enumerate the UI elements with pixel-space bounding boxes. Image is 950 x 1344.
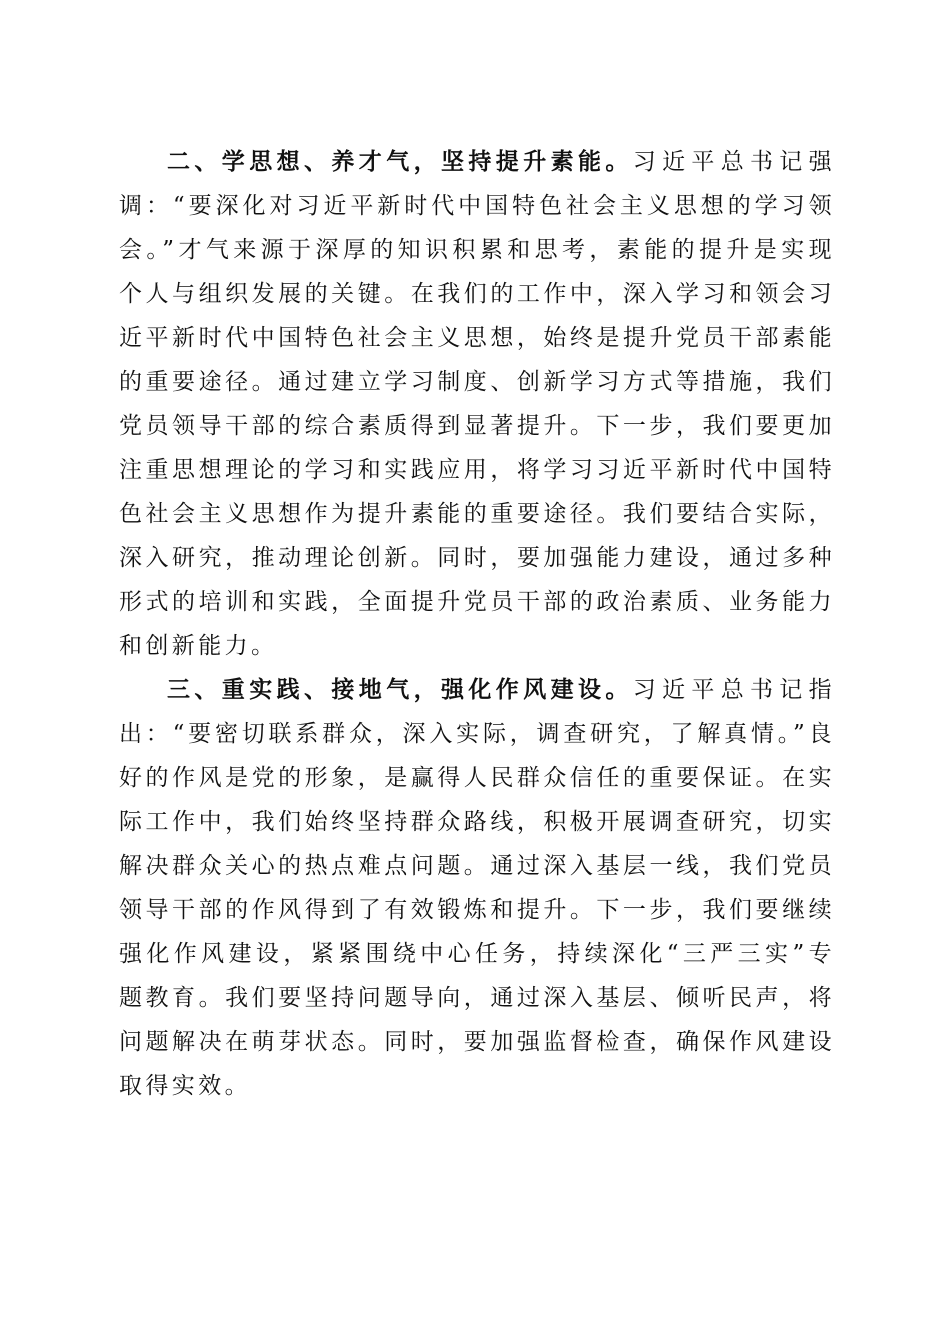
paragraph-practice-style	[119, 668, 835, 1108]
paragraph-text: 习近平总书记强调：“要深化对习近平新时代中国特色社会主义思想的学习领会。”才气来源于深厚的知识积累和思考，素能的提升是实现个人与组织发展的关键。在我们的工作中，深入学习和领会习近平新时代中国特色社会主义思想，始终是提升党员干部素能的重要途径。通过建立学习制度、创新学习方式等措施，我们党员领导干部的综合素质得到显著提升。下一步，我们要更加注重思想理论的学习和实践应用，将学习习近平新时代中国特色社会主义思想作为提升素能的重要途径。我们要结合实际，深入研究，推动理论创新。同时，要加强能力建设，通过多种形式的培训和实践，全面提升党员干部的政治素质、业务能力和创新能力。	[119, 149, 835, 659]
document-body	[119, 140, 835, 1108]
paragraph-heading: 二、学思想、养才气，坚持提升素能。	[167, 149, 633, 175]
paragraph-study-thought	[119, 140, 835, 668]
paragraph-text: 习近平总书记指出：“要密切联系群众，深入实际，调查研究，了解真情。”良好的作风是党的形象，是赢得人民群众信任的重要保证。在实际工作中，我们始终坚持群众路线，积极开展调查研究，切实解决群众关心的热点难点问题。通过深入基层一线，我们党员领导干部的作风得到了有效锻炼和提升。下一步，我们要继续强化作风建设，紧紧围绕中心任务，持续深化“三严三实”专题教育。我们要坚持问题导向，通过深入基层、倾听民声，将问题解决在萌芽状态。同时，要加强监督检查，确保作风建设取得实效。	[119, 677, 835, 1099]
paragraph-heading: 三、重实践、接地气，强化作风建设。	[167, 677, 633, 703]
